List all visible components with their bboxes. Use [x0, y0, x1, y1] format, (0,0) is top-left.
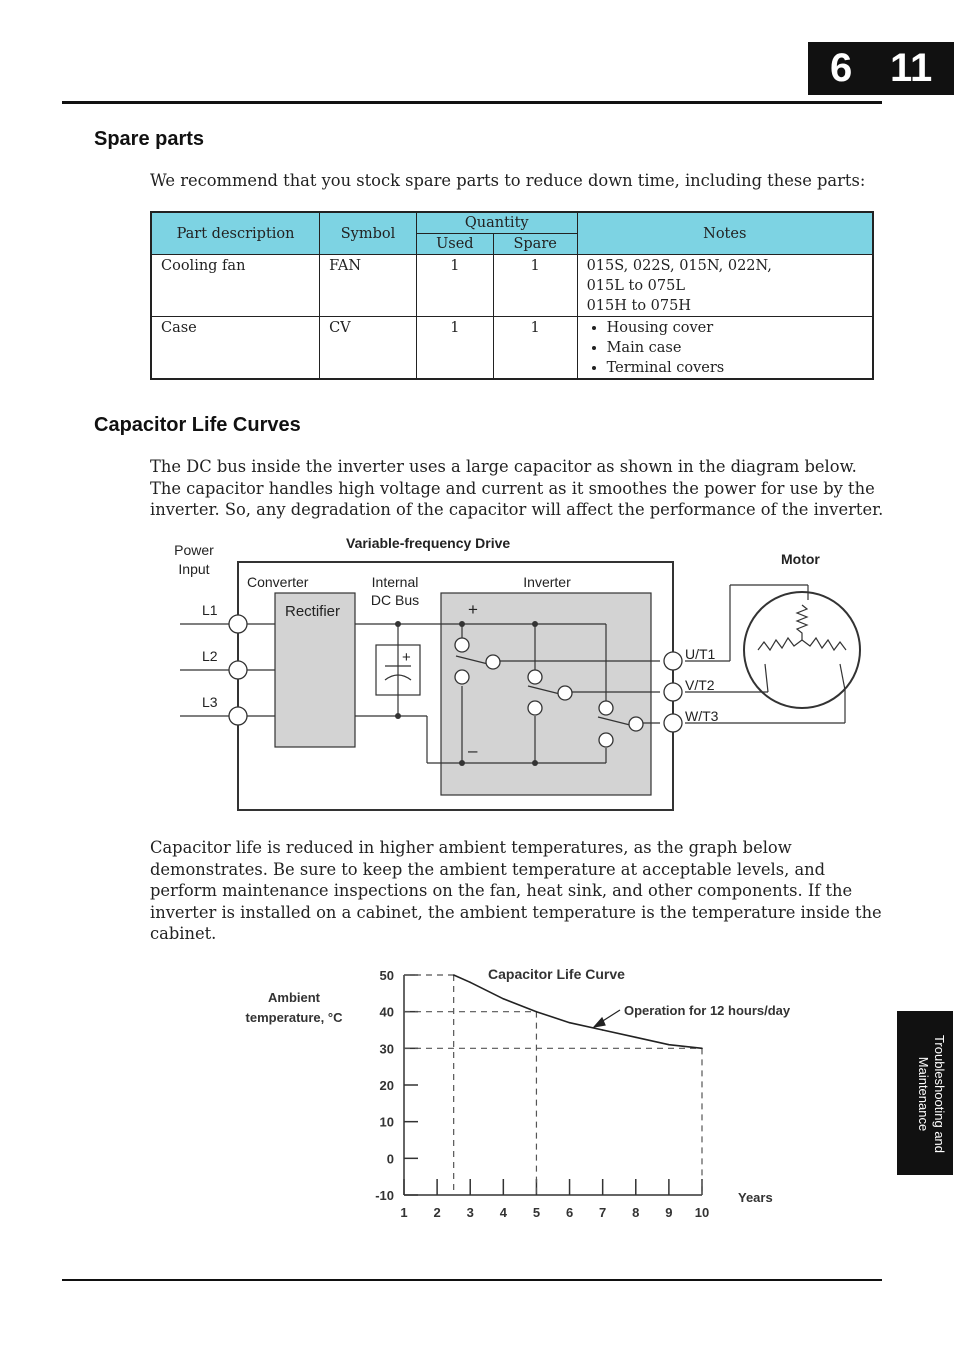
footer-rule [62, 1279, 882, 1281]
y-tick-label: 20 [379, 1078, 394, 1093]
page-number: 11 [890, 46, 933, 90]
header-rule [62, 101, 882, 104]
header-used: Used [416, 234, 493, 255]
chapter-number: 6 [830, 46, 853, 90]
y-tick-label: 50 [379, 968, 394, 983]
y-tick-label: -10 [375, 1188, 394, 1203]
l2-label: L2 [202, 648, 218, 664]
annotation-arrow-head [594, 1018, 605, 1027]
power-input-label-2: Input [178, 561, 210, 577]
motor-label: Motor [781, 551, 820, 567]
vfd-diagram [0, 528, 954, 818]
internal-label-1: Internal [371, 574, 419, 590]
rectifier-label: Rectifier [285, 603, 341, 620]
y-tick-label: 0 [386, 1151, 394, 1167]
capacitor-heading: Capacitor Life Curves [94, 414, 301, 436]
y-tick-label: 10 [379, 1114, 394, 1130]
capacitor-paragraph-1: The DC bus inside the inverter uses a large capacitor as shown in the diagram below. The capacitor handles high voltage and current as it smoothes the power for use by the inverter. So, any degradation of the capacitor will affect the performance of the inverter. [150, 457, 884, 519]
series-point [635, 1037, 637, 1039]
chart-xlabel: Years [738, 1190, 773, 1205]
series-point [701, 1048, 703, 1050]
series-point [668, 1044, 670, 1046]
vt2-label: V/T2 [685, 677, 715, 693]
x-tick-label: 1 [400, 1205, 408, 1220]
header-part-description: Part description [151, 212, 320, 255]
side-tab-line-2: Maintenance [916, 1056, 931, 1132]
header-spare: Spare [493, 234, 577, 255]
cell-symbol: CV [320, 317, 417, 380]
power-input-label-1: Power [174, 542, 214, 558]
note-bullet: • Main case [607, 338, 863, 358]
x-tick-label: 7 [599, 1205, 607, 1220]
x-tick-label: 6 [565, 1205, 574, 1220]
table-row [151, 255, 873, 317]
side-tab-line-1: Troubleshooting and [932, 1034, 947, 1154]
x-tick-label: 3 [466, 1205, 474, 1220]
cell-part: Case [151, 317, 320, 380]
x-tick-label: 5 [532, 1205, 541, 1220]
inverter-block [441, 593, 651, 795]
l3-label: L3 [202, 694, 218, 710]
terminal-ut1 [664, 652, 682, 670]
series-point [602, 1029, 604, 1031]
cell-used: 1 [416, 317, 493, 380]
inverter-label: Inverter [523, 574, 571, 590]
capacitor-paragraph-2: Capacitor life is reduced in higher ambient temperatures, as the graph below demonstrates. Be sure to keep the ambient temperature at acceptable levels, and perform maintenance inspections on the fan, heat sink, and other components. If the inverter is installed on a cabinet, the ambient temperature is the temperature inside the cabinet. [150, 838, 882, 943]
header-symbol: Symbol [320, 212, 417, 255]
cell-notes [577, 255, 873, 317]
chapter-page-badge [808, 42, 954, 95]
terminal-wt3 [664, 714, 682, 732]
cell-notes [577, 317, 873, 380]
capacitor-life-chart [0, 955, 954, 1225]
terminal-l3 [229, 707, 247, 725]
chart-title: Capacitor Life Curve [488, 966, 625, 982]
x-tick-label: 10 [694, 1205, 710, 1220]
terminal-l1 [229, 615, 247, 633]
series-point [569, 1022, 571, 1024]
x-tick-label: 9 [665, 1205, 673, 1220]
cell-used: 1 [416, 255, 493, 317]
chart-ylabel-2: temperature, °C [245, 1010, 343, 1025]
y-tick-label: 30 [379, 1041, 394, 1057]
x-tick-label: 8 [632, 1205, 640, 1220]
table-row [151, 317, 873, 380]
terminal-vt2 [664, 683, 682, 701]
ut1-label: U/T1 [685, 646, 716, 662]
terminal-l2 [229, 661, 247, 679]
l1-label: L1 [202, 602, 218, 618]
section-side-tab [897, 1011, 953, 1175]
internal-label-2: DC Bus [370, 592, 420, 608]
note-bullet: • Terminal covers [607, 358, 863, 378]
diagram-title: Variable-frequency Drive [346, 535, 511, 551]
x-tick-label: 4 [499, 1205, 507, 1220]
spare-parts-table [150, 211, 874, 380]
series-point [453, 974, 455, 976]
note-bullet: • Housing cover [607, 318, 863, 338]
cell-spare: 1 [493, 255, 577, 317]
chart-ylabel-1: Ambient [268, 990, 320, 1005]
note-line: 015L to 075L [586, 278, 685, 294]
y-tick-label: 40 [379, 1004, 394, 1020]
chart-annotation: Operation for 12 hours/day [624, 1003, 791, 1018]
series-point [503, 998, 505, 1000]
spare-parts-heading: Spare parts [94, 128, 205, 150]
cap-plus-label: + [402, 649, 411, 666]
wt3-label: W/T3 [685, 708, 719, 724]
header-quantity: Quantity [416, 212, 577, 234]
x-tick-label: 2 [433, 1205, 441, 1220]
motor-symbol [744, 592, 860, 708]
note-line: 015S, 022S, 015N, 022N, [586, 258, 772, 274]
cell-part: Cooling fan [151, 255, 320, 317]
cell-spare: 1 [493, 317, 577, 380]
cell-symbol: FAN [320, 255, 417, 317]
series-point [469, 982, 471, 984]
minus-label: – [468, 741, 478, 760]
series-point [536, 1011, 538, 1013]
plus-label: + [468, 600, 478, 619]
note-line: 015H to 075H [586, 298, 691, 314]
header-notes: Notes [577, 212, 873, 255]
spare-parts-intro: We recommend that you stock spare parts to reduce down time, including these parts: [150, 171, 866, 190]
converter-label: Converter [247, 574, 309, 590]
